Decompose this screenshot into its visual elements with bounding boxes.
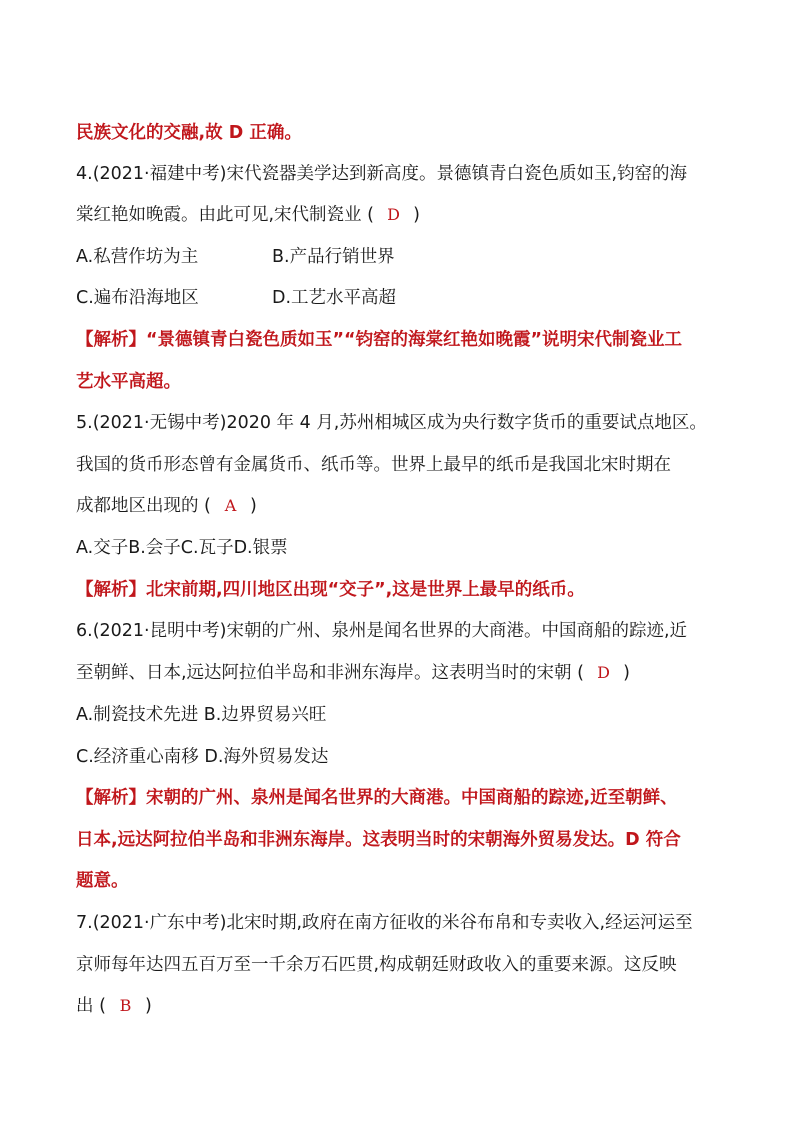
question-4-option-d: D.工艺水平高超 <box>272 288 397 308</box>
question-6-stem-line2 <box>76 661 736 685</box>
question-4-option-b: B.产品行销世界 <box>272 247 395 267</box>
question-6-explanation-line3: 题意。 <box>76 871 129 891</box>
question-7-stem-line2: 京师每年达四五百万至一千余万石匹贯,构成朝廷财政收入的重要来源。这反映 <box>76 955 677 975</box>
question-5-stem-line3 <box>76 494 736 518</box>
question-6-options-row2: C.经济重心南移 D.海外贸易发达 <box>76 747 329 767</box>
question-5-stem-line1: 5.(2021·无锡中考)2020 年 4 月,苏州相城区成为央行数字货币的重要试点地区。 <box>76 413 707 433</box>
question-4-options-row2 <box>76 286 736 310</box>
question-5-options: A.交子B.会子C.瓦子D.银票 <box>76 538 288 558</box>
question-6-answer: D <box>597 663 610 682</box>
question-4-option-c: C.遍布沿海地区 <box>76 288 199 308</box>
question-6-explanation-line1: 【解析】宋朝的广州、泉州是闻名世界的大商港。中国商船的踪迹,近至朝鲜、 <box>76 788 678 808</box>
question-4-close-paren: ) <box>413 205 420 225</box>
prev-explanation-end: 民族文化的交融,故 D 正确。 <box>76 123 302 143</box>
question-4-option-a: A.私营作坊为主 <box>76 247 199 267</box>
question-4-stem-text: 棠红艳如晚霞。由此可见,宋代制瓷业 ( <box>76 205 374 225</box>
question-4-explanation-line2: 艺水平高超。 <box>76 372 181 392</box>
question-4-explanation-line1: 【解析】“景德镇青白瓷色质如玉”“钧窑的海棠红艳如晚霞”说明宋代制瓷业工 <box>76 330 683 350</box>
question-7-close-paren: ) <box>145 996 152 1016</box>
question-7-stem-text: 出 ( <box>76 996 106 1016</box>
question-4-options-row1 <box>76 245 736 269</box>
question-5-close-paren: ) <box>250 496 257 516</box>
question-6-stem-line1: 6.(2021·昆明中考)宋朝的广州、泉州是闻名世界的大商港。中国商船的踪迹,近 <box>76 621 688 641</box>
question-5-stem-text: 成都地区出现的 ( <box>76 496 211 516</box>
question-6-stem-text: 至朝鲜、日本,远达阿拉伯半岛和非洲东海岸。这表明当时的宋朝 ( <box>76 663 584 683</box>
question-7-stem-line1: 7.(2021·广东中考)北宋时期,政府在南方征收的米谷布帛和专卖收入,经运河运至 <box>76 913 693 933</box>
question-7-stem-line3 <box>76 994 736 1018</box>
question-5-answer: A <box>224 496 237 515</box>
question-4-stem-line2 <box>76 203 736 227</box>
question-5-stem-line2: 我国的货币形态曾有金属货币、纸币等。世界上最早的纸币是我国北宋时期在 <box>76 455 671 475</box>
question-4-stem-line1: 4.(2021·福建中考)宋代瓷器美学达到新高度。景德镇青白瓷色质如玉,钧窑的海 <box>76 164 688 184</box>
question-4-answer: D <box>387 205 400 224</box>
question-7-answer: B <box>119 996 132 1015</box>
question-5-explanation: 【解析】北宋前期,四川地区出现“交子”,这是世界上最早的纸币。 <box>76 580 585 600</box>
question-6-options-row1: A.制瓷技术先进 B.边界贸易兴旺 <box>76 705 327 725</box>
question-6-explanation-line2: 日本,远达阿拉伯半岛和非洲东海岸。这表明当时的宋朝海外贸易发达。D 符合 <box>76 830 681 850</box>
question-6-close-paren: ) <box>623 663 630 683</box>
